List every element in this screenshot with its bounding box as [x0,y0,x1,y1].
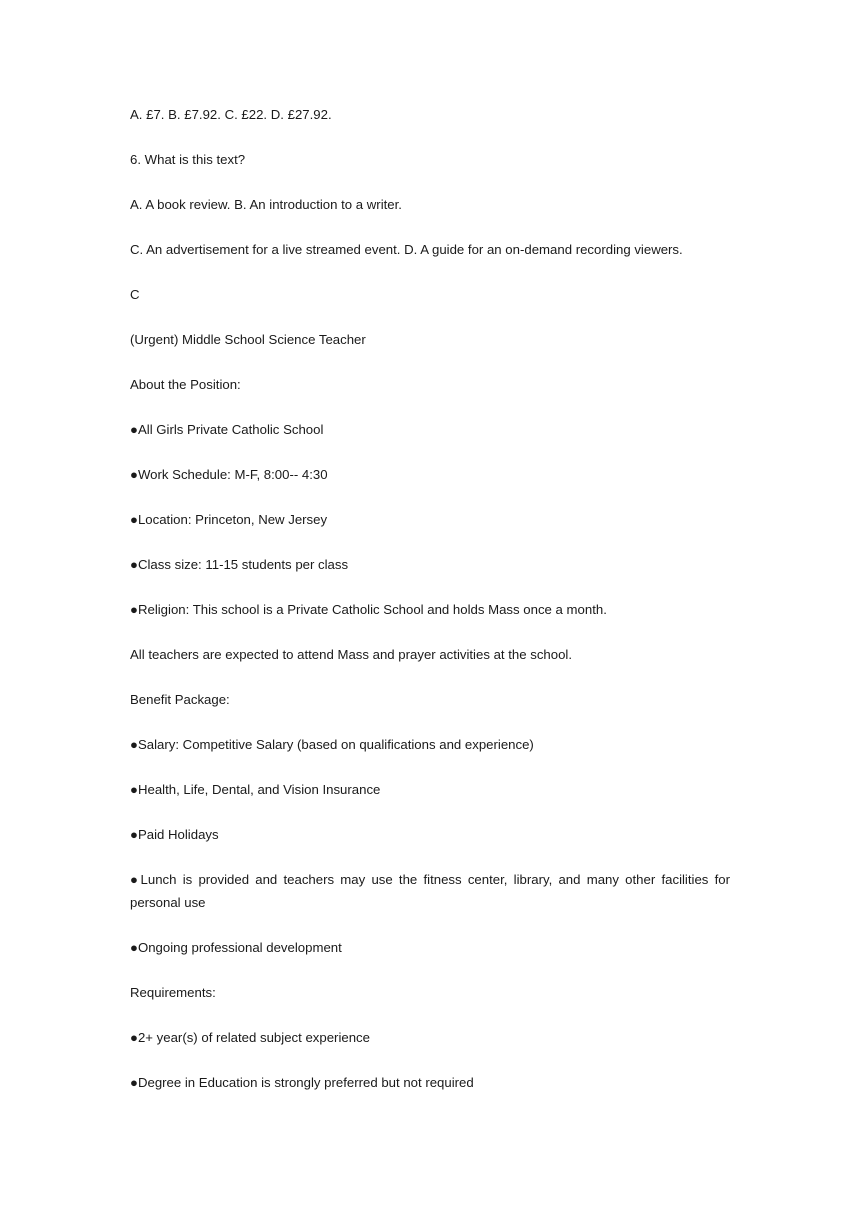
answer-options-q6-cd: C. An advertisement for a live streamed event. D. A guide for an on-demand recording viewers. [130,242,683,257]
list-item: ●Lunch is provided and teachers may use the fitness center, library, and many other facilities for personal use [130,872,734,910]
section-heading-requirements: Requirements: [130,984,216,1000]
list-item: ●Location: Princeton, New Jersey [130,512,328,527]
ad-title: (Urgent) Middle School Science Teacher [130,332,366,347]
section-letter: C [130,287,140,302]
list-item: ●Class size: 11-15 students per class [130,557,349,572]
list-item: ●Salary: Competitive Salary (based on qualifications and experience) [130,737,534,752]
question-6: 6. What is this text? [130,152,246,167]
section-heading-benefits: Benefit Package: [130,692,230,707]
paragraph: All teachers are expected to attend Mass and prayer activities at the school. [130,647,573,662]
answer-options-q5: A. £7. B. £7.92. C. £22. D. £27.92. [130,107,332,122]
list-item: ●Religion: This school is a Private Catholic School and holds Mass once a month. [130,602,607,617]
list-item: ●2+ year(s) of related subject experience [130,1029,370,1045]
list-item: ●All Girls Private Catholic School [130,422,324,437]
list-item: ●Paid Holidays [130,827,219,842]
list-item: ●Health, Life, Dental, and Vision Insurance [130,782,381,797]
document-body [130,104,734,1117]
section-heading-position: About the Position: [130,377,241,392]
list-item: ●Degree in Education is strongly preferred but not required [130,1074,474,1090]
list-item: ●Ongoing professional development [130,939,342,955]
answer-options-q6-ab: A. A book review. B. An introduction to a writer. [130,197,402,212]
list-item: ●Work Schedule: M-F, 8:00-- 4:30 [130,467,328,482]
